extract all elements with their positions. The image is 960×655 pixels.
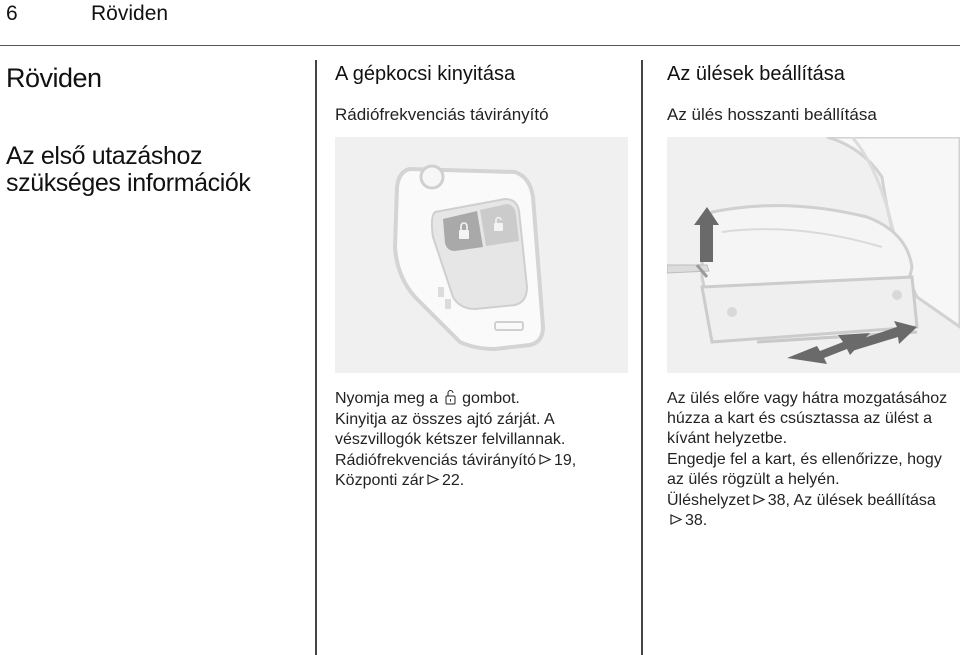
subheading-seat-longitudinal: Az ülés hosszanti beállítása — [667, 105, 877, 124]
reference-page-22[interactable]: 22. — [441, 472, 465, 489]
reference-central-locking[interactable]: Központi zár — [335, 472, 424, 489]
column-divider-2 — [641, 60, 643, 655]
remote-key-illustration — [335, 137, 628, 373]
chapter-subtitle-line2: szükséges információk — [6, 169, 251, 197]
reference-arrow-icon — [752, 493, 766, 506]
seat-icon — [667, 137, 960, 373]
column-divider-1 — [315, 60, 317, 655]
paragraph-move-seat: Az ülés előre vagy hátra mozgatásához húzza a kart és csúsztassa az ülést a kívánt helyzetbe. — [667, 390, 948, 447]
chapter-subtitle-line1: Az első utazáshoz — [6, 142, 203, 170]
press-text: Nyomja meg a — [335, 390, 439, 407]
running-header: Röviden — [91, 2, 169, 25]
paragraph-seat-references — [667, 491, 952, 531]
paragraph-release-lever: Engedje fel a kart, és ellenőrizze, hogy az ülés rögzült a helyén. — [667, 451, 942, 488]
page-number: 6 — [6, 2, 18, 25]
chapter-title: Röviden — [6, 63, 102, 93]
reference-page-19[interactable]: 19, — [553, 452, 577, 469]
paragraph-references — [335, 451, 635, 491]
reference-arrow-icon — [669, 513, 683, 526]
section-heading-unlocking: A gépkocsi kinyitása — [335, 63, 516, 85]
header-rule — [0, 45, 960, 46]
chapter-subtitle — [6, 143, 306, 197]
reference-page-38b[interactable]: 38. — [685, 512, 708, 529]
paragraph-press-button — [335, 389, 635, 409]
section-heading-seats: Az ülések beállítása — [667, 63, 845, 85]
reference-arrow-icon — [426, 473, 440, 486]
remote-control-text — [335, 389, 635, 492]
unlock-icon — [445, 389, 456, 405]
remote-key-icon — [335, 137, 628, 373]
paragraph-unlock-effect: Kinyitja az összes ajtó zárját. A vészvillogók kétszer felvillannak. — [335, 411, 566, 448]
reference-arrow-icon — [538, 453, 552, 466]
reference-seat-position[interactable]: Üléshelyzet — [667, 492, 750, 509]
button-word: gombot. — [462, 390, 520, 407]
reference-remote-control[interactable]: Rádiófrekvenciás távirányító — [335, 452, 536, 469]
reference-page-38a[interactable]: 38, — [767, 492, 790, 509]
reference-seat-adjustment[interactable]: Az ülések beállítása — [793, 492, 936, 509]
seat-adjustment-illustration — [667, 137, 960, 373]
subheading-remote-control: Rádiófrekvenciás távirányító — [335, 105, 549, 124]
seat-adjustment-text — [667, 389, 952, 532]
